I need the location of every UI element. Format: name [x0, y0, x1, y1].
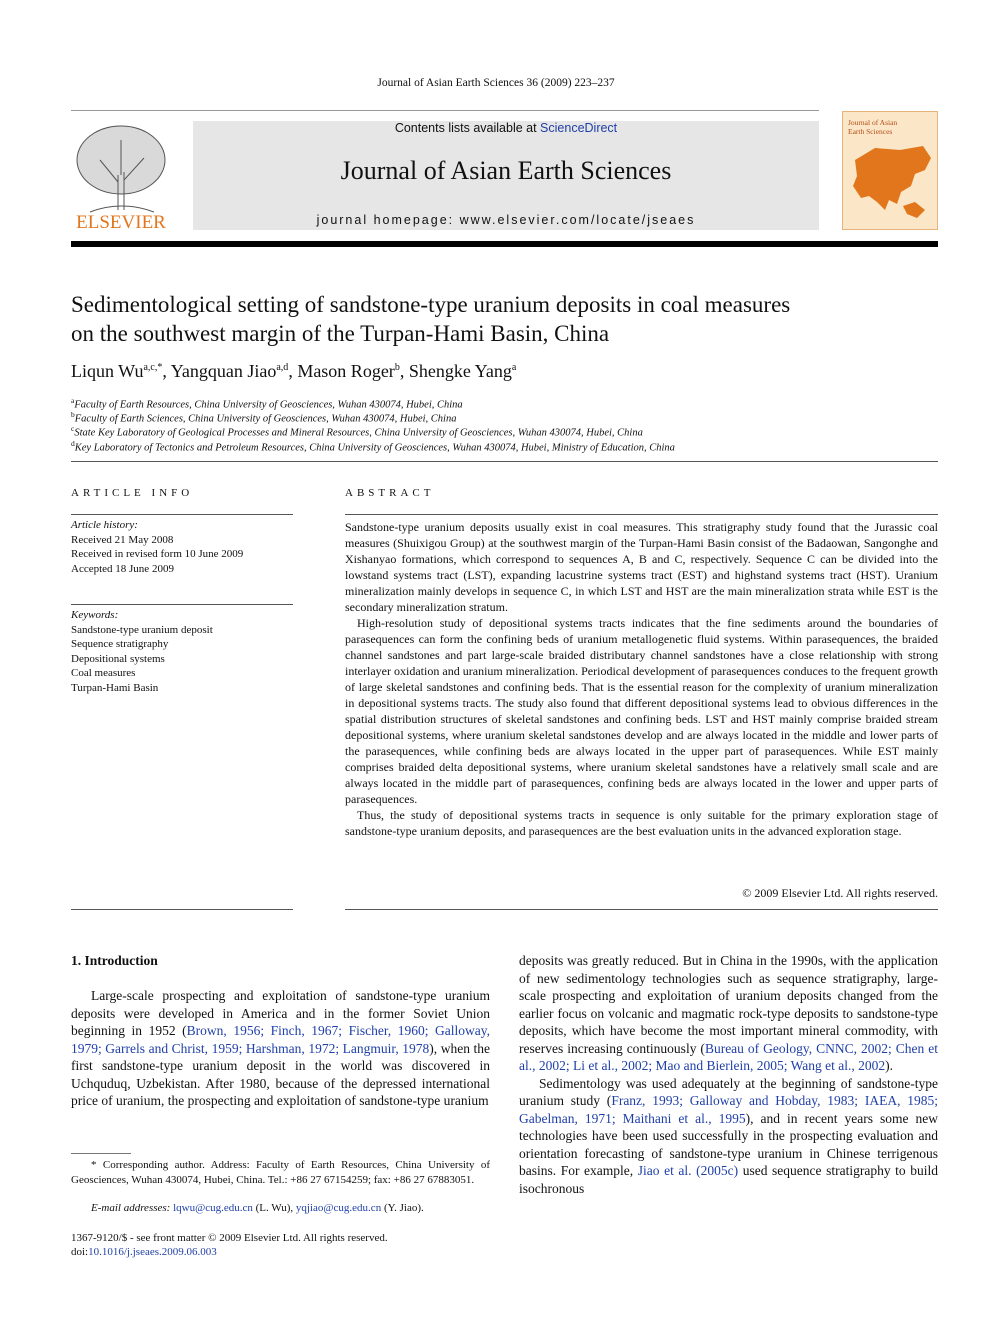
affiliation-d: $^d$Key Laboratory of Tectonics and Petroleum Resources, China University of Geosciences, Wuhan 430074, Hubei, Ministry of Education, China: [71, 439, 675, 454]
author-name: Yangquan Jiao: [170, 361, 277, 381]
intro-left-column: Large-scale prospecting and exploitation of sandstone-type uranium deposits were developed in America and in the former Soviet Union beginning in 1952 (Brown, 1956; Finch, 1967; Fischer, 1960; Galloway, 1979; Garrels and Christ, 1959; Harshman, 1972; Langmuir, 1978), when the first sandstone-type uranium deposit in the world was discovered in Uchquduq, Uzbekistan. After 1980, because of the depressed international price of uranium, the prospecting and exploitation of sandstone-type uranium: [71, 988, 491, 1108]
keyword: Coal measures: [71, 667, 136, 679]
affiliation-a: $^a$Faculty of Earth Resources, China University of Geosciences, Wuhan 430074, Hubei, China: [71, 396, 463, 411]
author-affiliation-marker[interactable]: a,d: [276, 362, 289, 373]
author-separator: ,: [288, 361, 298, 381]
email-link[interactable]: lqwu@cug.edu.cn: [173, 1202, 253, 1214]
article-history: Article history: Received 21 May 2008 Received in revised form 10 June 2009 Accepted 18 June 2009: [71, 519, 244, 575]
citation-link[interactable]: Bureau of Geology, CNNC, 2002; Chen et al., 2002; Li et al., 2002; Mao and Bierlein, 2005; Wang et al., 2002: [519, 1040, 938, 1073]
contents-line: Contents lists available at ScienceDirect: [394, 121, 618, 135]
abstract-heading: ABSTRACT: [345, 487, 435, 499]
keywords: Keywords: Sandstone-type uranium deposit Sequence stratigraphy Depositional systems Coal measures Turpan-Hami Basin: [71, 608, 293, 695]
affiliation-c: $^c$State Key Laboratory of Geological Processes and Mineral Resources, China University of Geosciences, Wuhan 430074, Hubei, China: [71, 424, 643, 439]
affiliation-b: $^b$Faculty of Earth Sciences, China University of Geosciences, Wuhan 430074, Hubei, China: [71, 410, 457, 425]
keyword: Sandstone-type uranium deposit: [71, 623, 213, 636]
journal-homepage[interactable]: journal homepage: www.elsevier.com/locate/jseaes: [316, 213, 696, 227]
intro-right-column: deposits was greatly reduced. But in China in the 1990s, with the application of new sedimentology technologies such as sequence stratigraphy, large-scale prospecting and exploitation of uranium deposits changed from the earlier focus on volcanic and magmatic rock-type deposits to sandstone-type deposits, which have become the most important mineral commodity, with reserves increasing continuously (Bureau of Geology, CNNC, 2002; Chen et al., 2002; Li et al., 2002; Mao and Bierlein, 2005; Wang et al., 2002). Sedimentology was used adequately at the beginning of sandstone-type uranium study (Franz, 1993; Galloway and Hobday, 1983; IAEA, 1985; Gabelman, 1971; Maithani et al., 1995), and in recent years some new technologies have been used successfully in the prospecting evaluation and orientation forecasting of sandstone-type uranium in Chinese terrigenous basins. For example, Jiao et al. (2005c) used sequence stratigraphy to build isochronous: [519, 953, 939, 1196]
author-affiliation-marker[interactable]: b: [394, 362, 400, 373]
citation-link[interactable]: Jiao et al. (2005c): [637, 1163, 739, 1178]
journal-reference: Journal of Asian Earth Sciences 36 (2009) 223–237: [377, 77, 615, 89]
author-name: Shengke Yang: [408, 361, 512, 381]
section-heading-introduction: 1. Introduction: [71, 953, 158, 968]
citation-link[interactable]: Brown, 1956; Finch, 1967; Fischer, 1960; Galloway, 1979; Garrels and Christ, 1959; Harshman, 1972; Langmuir, 1978: [71, 1023, 490, 1056]
info-bottom-rule: [71, 909, 293, 910]
keywords-rule: [71, 604, 293, 605]
doi-line: doi:10.1016/j.jseaes.2009.06.003: [71, 1246, 217, 1258]
citation-link[interactable]: Franz, 1993; Galloway and Hobday, 1983; IAEA, 1985; Gabelman, 1971; Maithani et al., 1995: [519, 1093, 938, 1126]
author-list: [71, 361, 516, 382]
footnote-rule: [71, 1153, 131, 1154]
author-affiliation-marker[interactable]: a,c,*: [143, 362, 163, 373]
author-separator: ,: [162, 361, 171, 381]
affiliations-rule: [71, 461, 938, 462]
cover-title: Journal of Asian Earth Sciences: [848, 118, 898, 136]
asia-map-icon: [845, 140, 935, 226]
header-thick-rule: [71, 241, 938, 247]
article-title: Sedimentological setting of sandstone-type uranium deposits in coal measures on the southwest margin of the Turpan-Hami Basin, China: [71, 292, 791, 346]
email-addresses: E-mail addresses: lqwu@cug.edu.cn (L. Wu), yqjiao@cug.edu.cn (Y. Jiao).: [91, 1202, 424, 1214]
abstract-bottom-rule: [345, 909, 938, 910]
author-name: Mason Roger: [297, 361, 395, 381]
abstract-text: Sandstone-type uranium deposits usually exist in coal measures. This stratigraphy study found that the Jurassic coal measures (Shuixigou Group) at the southwest margin of the Turpan-Hami Basin consist of the Badaowan, Sangonghe and Xishanyao formations, which correspond to sequences A, B and C, respectively. Sequence C can be divided into the lowstand systems tract (LST), expanding lacustrine systems tract (EST) and highstand systems tract (HST). Uranium mineralization mainly develops in sequence C, in which LST and HST are the main mineralization strata while EST is the secondary mineralization stratum. High-resolution study of depositional systems tracts indicates that the fine sediments around the boundaries of parasequences can form the confining beds of uranium metallogenetic fluid systems. Within parasequences, the braided channel sandstones and part large-scale braided distributary channel sandstones have a close relationship with strong interlayer oxidation and uranium mineralization. Periodical development of parasequences conduces to the frequent growth of large skeletal sandstones and confining beds. That is the essential reason for the complexity of uranium mineralization in depositional systems tracts. The study also found that different depositional systems lead to obvious differences in the spatial distribution structures of skeletal sandstones and confining beds. LST and HST mainly comprise braided stream depositional systems, where uranium skeletal sandstones develop and are always located in the middle and lower parts of the parasequences, while confining beds are always located in the upper part of parasequences. While EST mainly comprises braided delta depositional systems, where uranium skeletal sandstones have a relatively small scale and are always located in the middle part of parasequences, confining beds are always located in the lower and upper parts of parasequences. Thus, the study of depositional systems tracts in sequence is only suitable for the primary exploration stage of sandstone-type uranium deposits, and parasequences are the best evaluation units in the advanced exploration stage.: [345, 520, 938, 838]
header-rule: [71, 110, 819, 111]
journal-cover: [842, 111, 938, 230]
email-link[interactable]: yqjiao@cug.edu.cn: [295, 1202, 382, 1214]
sciencedirect-link[interactable]: ScienceDirect: [540, 121, 618, 135]
corresponding-author-note: * Corresponding author. Address: Faculty of Earth Resources, China University of Geosciences, Wuhan 430074, Hubei, China. Tel.: +86 27 67154259; fax: +86 27 67883051.: [71, 1159, 490, 1186]
elsevier-wordmark: ELSEVIER: [76, 212, 166, 232]
author-name: Liqun Wu: [71, 361, 144, 381]
article-info-rule: [71, 514, 293, 515]
keyword: Depositional systems: [71, 652, 165, 665]
doi-link[interactable]: 10.1016/j.jseaes.2009.06.003: [88, 1246, 217, 1258]
journal-title: Journal of Asian Earth Sciences: [340, 156, 672, 185]
abstract-copyright: © 2009 Elsevier Ltd. All rights reserved.: [742, 886, 938, 900]
author-affiliation-marker[interactable]: a: [511, 362, 517, 373]
keyword: Sequence stratigraphy: [71, 638, 169, 650]
article-info-heading: ARTICLE INFO: [71, 487, 194, 499]
abstract-rule: [345, 514, 938, 515]
author-separator: ,: [399, 361, 409, 381]
elsevier-tree-logo-icon: [70, 120, 172, 232]
keyword: Turpan-Hami Basin: [71, 681, 159, 694]
issn-line: 1367-9120/$ - see front matter © 2009 Elsevier Ltd. All rights reserved.: [71, 1232, 388, 1244]
